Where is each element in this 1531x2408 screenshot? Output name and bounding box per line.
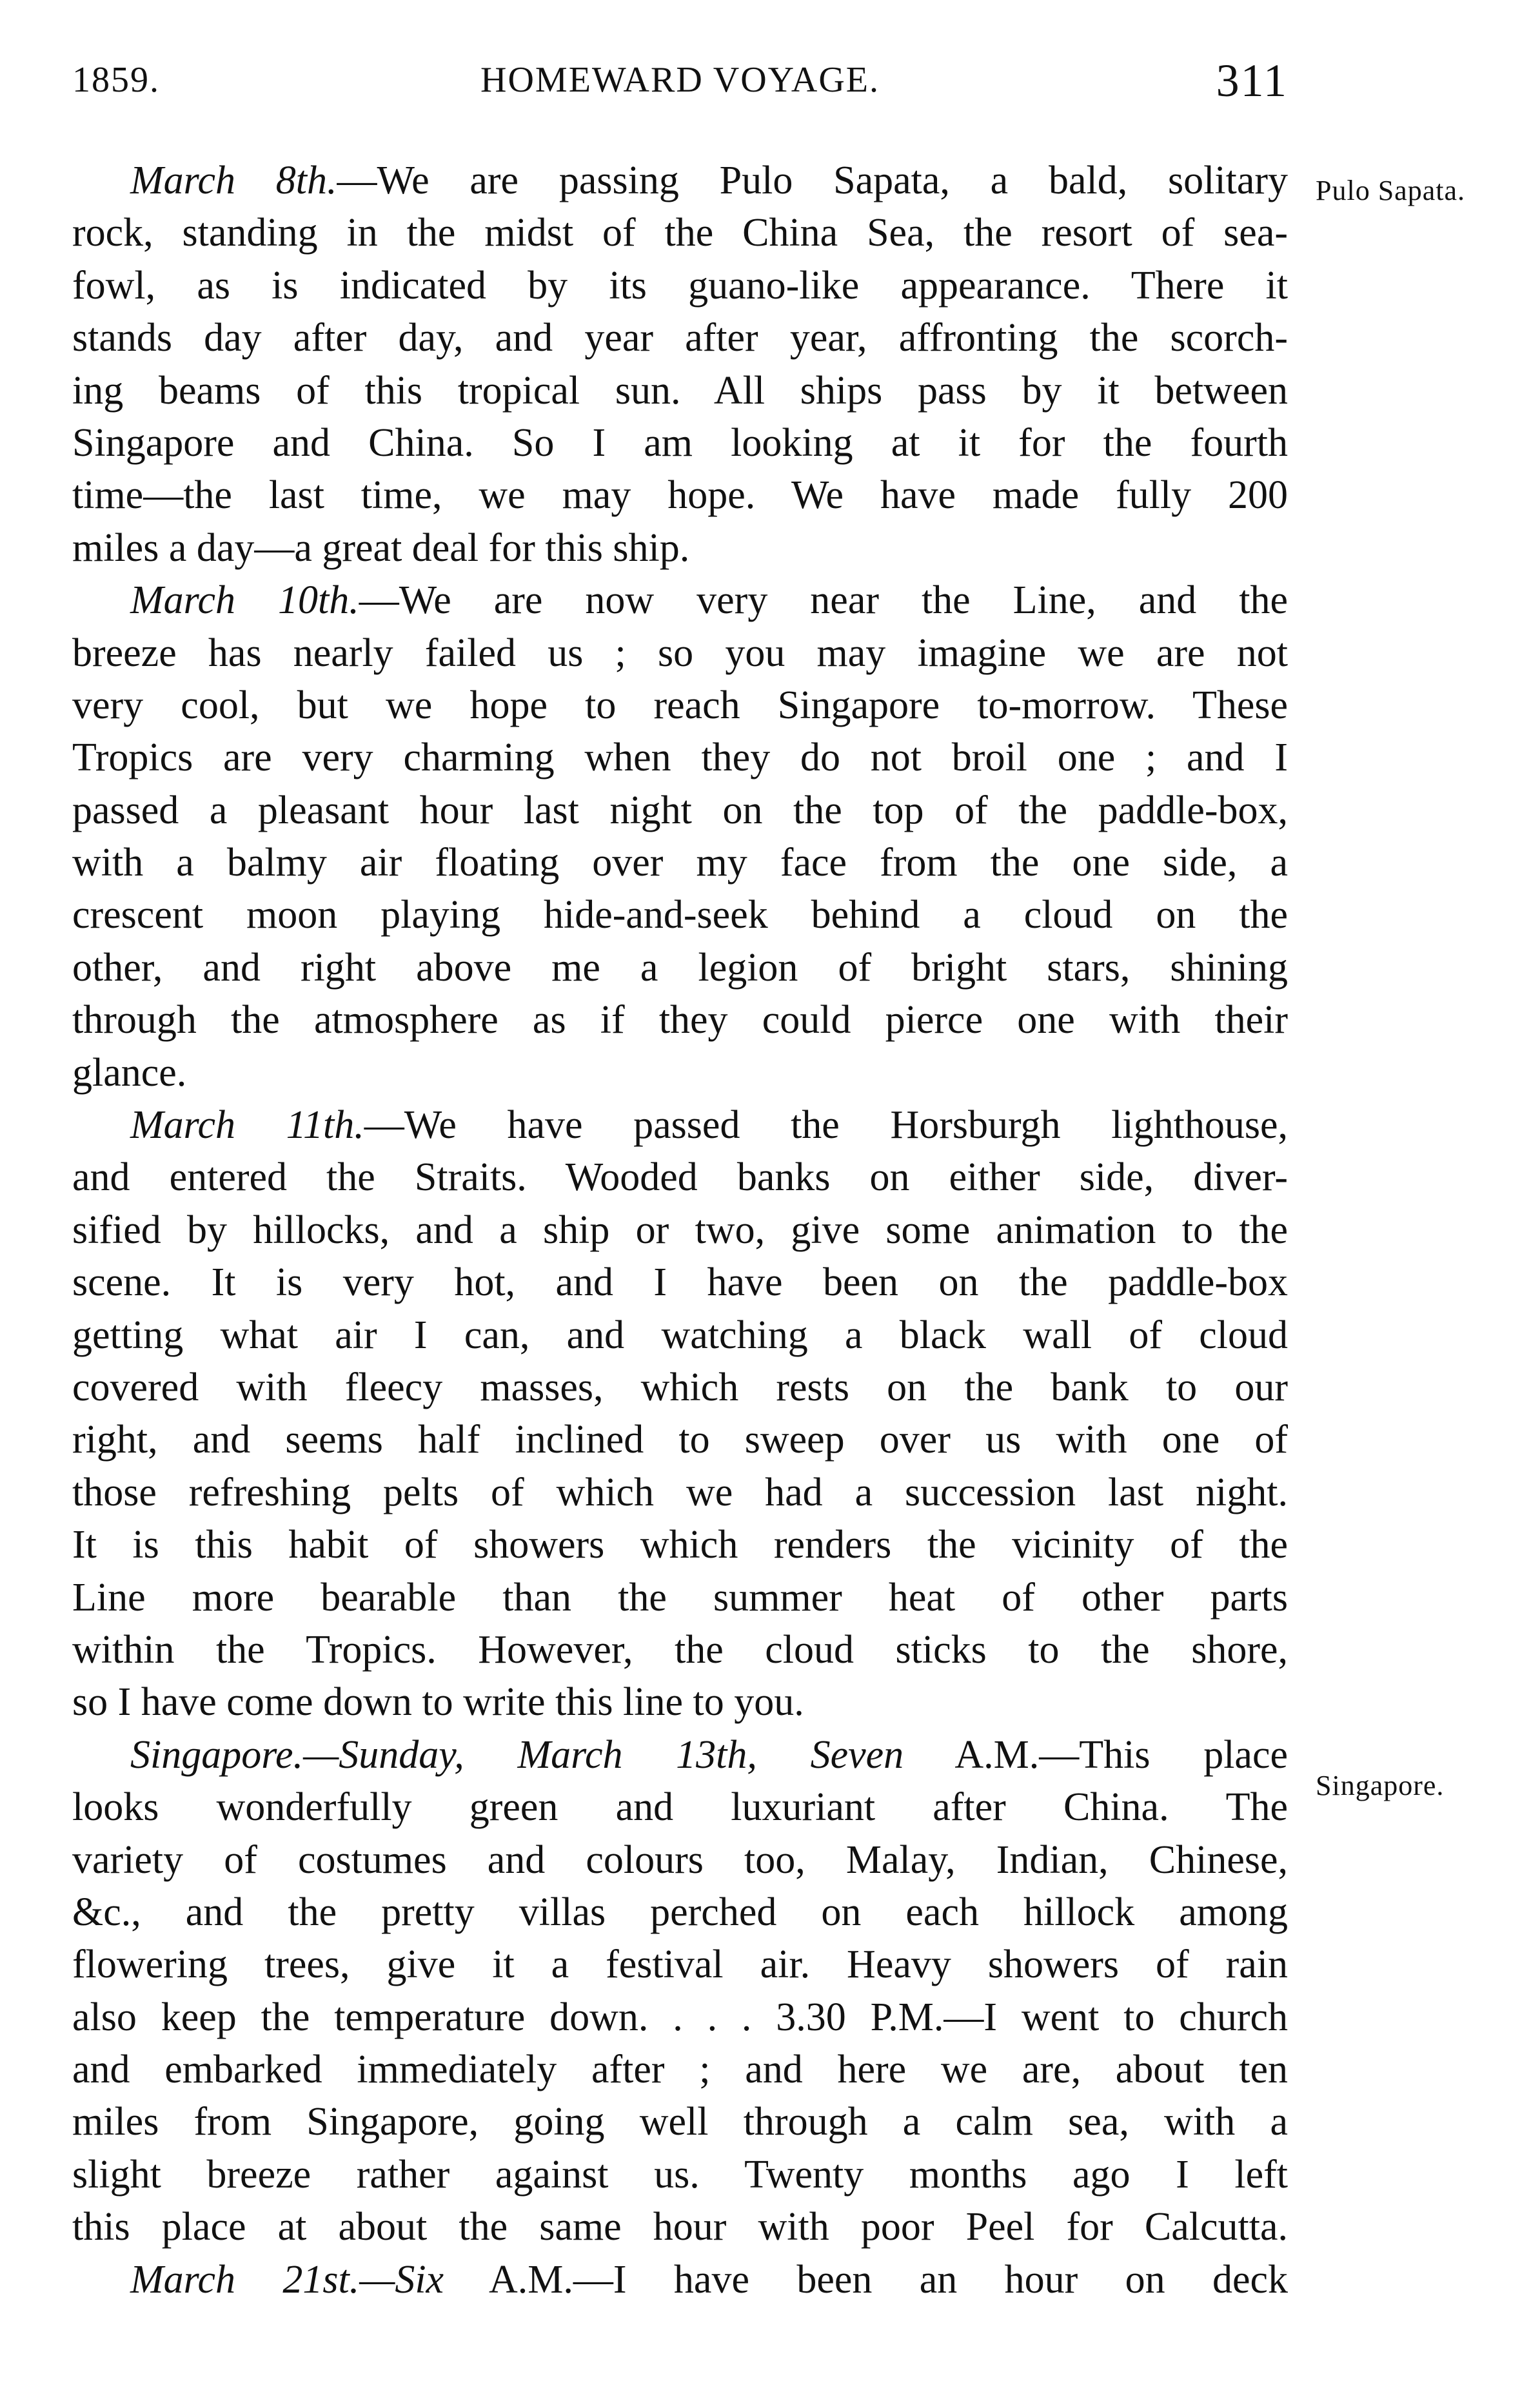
- text-line: [72, 837, 1288, 889]
- line-text: —We are passing Pulo Sapata, a bald, solitary: [337, 159, 1288, 202]
- line-text: &c., and the pretty villas perched on each hillock among: [72, 1890, 1288, 1934]
- line-text: very cool, but we hope to reach Singapore to-morrow. These: [72, 683, 1288, 727]
- line-text: It is this habit of showers which renders the vicinity of the: [72, 1523, 1288, 1567]
- line-text: covered with fleecy masses, which rests on the bank to our: [72, 1365, 1288, 1409]
- text-line: [72, 469, 1288, 522]
- line-text: flowering trees, give it a festival air. Heavy showers of rain: [72, 1943, 1288, 1987]
- line-text: glance.: [72, 1050, 187, 1095]
- text-line: [72, 1204, 1288, 1257]
- line-text: with a balmy air floating over my face from the one side, a: [72, 841, 1288, 885]
- text-line: [72, 1414, 1288, 1466]
- line-text: sified by hillocks, and a ship or two, give some animation to the: [72, 1208, 1288, 1252]
- line-text: scene. It is very hot, and I have been on the paddle-box: [72, 1260, 1288, 1305]
- text-line: [72, 1519, 1288, 1571]
- running-header: [72, 55, 1288, 111]
- text-line: [72, 1099, 1288, 1151]
- margin-note-singapore: Singapore.: [1316, 1770, 1445, 1801]
- entry-date: March 8th.: [130, 159, 337, 202]
- text-line: [72, 417, 1288, 469]
- text-line: [72, 2044, 1288, 2096]
- line-text: variety of costumes and colours too, Malay, Indian, Chinese,: [72, 1837, 1288, 1882]
- entry-date: March 11th.: [130, 1103, 364, 1148]
- text-line: [72, 942, 1288, 994]
- line-text: and embarked immediately after ; and here we are, about ten: [72, 2048, 1288, 2092]
- text-line: [72, 207, 1288, 259]
- line-text: getting what air I can, and watching a black wall of cloud: [72, 1313, 1288, 1357]
- text-line: [72, 2096, 1288, 2148]
- text-line: [72, 1309, 1288, 1362]
- text-line: [72, 1781, 1288, 1834]
- text-line: [72, 1467, 1288, 1519]
- line-text: A.M.—I have been an hour on deck: [444, 2257, 1288, 2302]
- line-text: this place at about the same hour with poor Peel for Calcutta.: [72, 2205, 1288, 2249]
- line-text: miles a day—a great deal for this ship.: [72, 525, 690, 570]
- line-text: also keep the temperature down. . . . 3.30 P.M.—I went to church: [72, 1995, 1288, 2039]
- entry-date: March 10th.: [130, 578, 359, 623]
- text-line: [72, 1624, 1288, 1676]
- line-text: Line more bearable than the summer heat of other parts: [72, 1575, 1288, 1620]
- text-line: [72, 1939, 1288, 1991]
- line-text: breeze has nearly failed us ; so you may imagine we are not: [72, 631, 1288, 675]
- text-line: [72, 680, 1288, 732]
- line-text: through the atmosphere as if they could pierce one with their: [72, 998, 1288, 1042]
- text-line: [72, 365, 1288, 417]
- line-text: those refreshing pelts of which we had a succession last night.: [72, 1470, 1288, 1514]
- line-text: miles from Singapore, going well through a calm sea, with a: [72, 2100, 1288, 2144]
- text-line: [72, 994, 1288, 1046]
- line-text: other, and right above me a legion of bright stars, shining: [72, 945, 1288, 990]
- text-line: [72, 1676, 1288, 1728]
- text-line: [72, 2201, 1288, 2253]
- text-line: [72, 574, 1288, 627]
- margin-note-pulo-sapata: Pulo Sapata.: [1316, 175, 1465, 206]
- line-text: Singapore and China. So I am looking at it for the fourth: [72, 420, 1288, 465]
- text-line: [72, 522, 1288, 574]
- text-line: [72, 2254, 1288, 2306]
- text-line: [72, 1886, 1288, 1939]
- text-line: [72, 1992, 1288, 2044]
- entry-date: March 21st.—Six: [130, 2257, 444, 2302]
- line-text: —We have passed the Horsburgh lighthouse,: [364, 1103, 1288, 1148]
- text-line: [72, 1257, 1288, 1309]
- text-line: [72, 155, 1288, 207]
- line-text: fowl, as is indicated by its guano-like appearance. There it: [72, 263, 1288, 308]
- line-text: A.M.—This place: [904, 1732, 1288, 1777]
- text-line: [72, 1729, 1288, 1781]
- line-text: rock, standing in the midst of the China Sea, the resort of sea-: [72, 211, 1288, 255]
- line-text: within the Tropics. However, the cloud sticks to the shore,: [72, 1627, 1288, 1672]
- line-text: so I have come down to write this line to you.: [72, 1680, 804, 1725]
- text-line: [72, 1151, 1288, 1204]
- text-line: [72, 627, 1288, 680]
- text-line: [72, 2149, 1288, 2201]
- text-line: [72, 312, 1288, 364]
- entry-date: Singapore.—Sunday, March 13th, Seven: [130, 1732, 904, 1777]
- text-line: [72, 1047, 1288, 1099]
- line-text: Tropics are very charming when they do not broil one ; and I: [72, 736, 1288, 780]
- text-line: [72, 1834, 1288, 1886]
- text-line: [72, 889, 1288, 941]
- line-text: looks wonderfully green and luxuriant after China. The: [72, 1785, 1288, 1830]
- text-line: [72, 260, 1288, 312]
- line-text: ing beams of this tropical sun. All ships pass by it between: [72, 368, 1288, 413]
- header-year: 1859.: [72, 60, 160, 100]
- line-text: time—the last time, we may hope. We have made fully 200: [72, 473, 1288, 518]
- line-text: right, and seems half inclined to sweep over us with one of: [72, 1418, 1288, 1462]
- line-text: stands day after day, and year after year, affronting the scorch-: [72, 316, 1288, 360]
- line-text: slight breeze rather against us. Twenty months ago I left: [72, 2152, 1288, 2197]
- line-text: and entered the Straits. Wooded banks on either side, diver-: [72, 1155, 1288, 1200]
- page-number: 311: [1216, 55, 1288, 106]
- line-text: crescent moon playing hide-and-seek behind a cloud on the: [72, 893, 1288, 937]
- running-title: HOMEWARD VOYAGE.: [480, 60, 880, 100]
- line-text: —We are now very near the Line, and the: [359, 578, 1288, 623]
- text-line: [72, 732, 1288, 784]
- line-text: passed a pleasant hour last night on the top of the paddle-box,: [72, 788, 1288, 832]
- text-line: [72, 1362, 1288, 1414]
- body-text: [72, 155, 1288, 2306]
- text-line: [72, 785, 1288, 837]
- text-line: [72, 1572, 1288, 1624]
